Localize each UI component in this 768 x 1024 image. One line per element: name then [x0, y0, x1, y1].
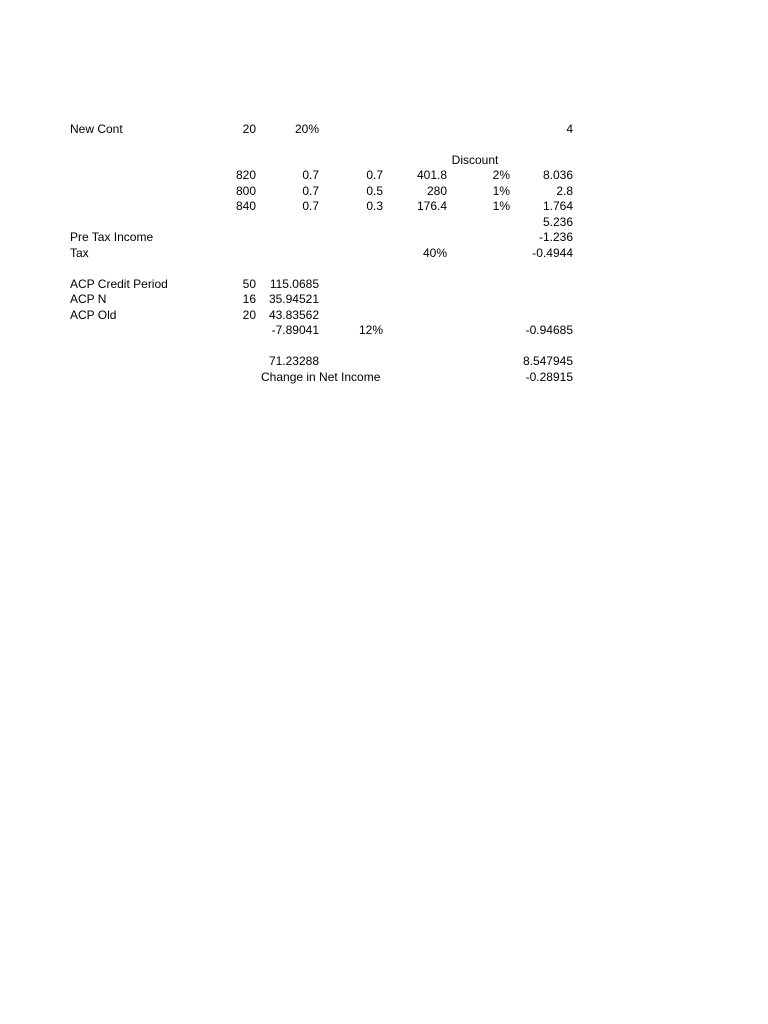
tax-e: 40%: [422, 246, 447, 260]
r1-b: 820: [235, 168, 256, 182]
r1-f: 2%: [492, 168, 510, 182]
r3-c: 0.7: [302, 199, 319, 213]
new-cont-h: 4: [566, 122, 573, 136]
label-new-cont: New Cont: [70, 122, 123, 136]
r3-e: 176.4: [416, 199, 447, 213]
acp-diff-c: -7.89041: [271, 323, 319, 337]
tax-h: -0.4944: [532, 246, 573, 260]
r2-h: 2.8: [556, 184, 573, 198]
acp-old-c: 43.83562: [268, 308, 319, 322]
r2-d: 0.5: [366, 184, 383, 198]
r1-e: 401.8: [416, 168, 447, 182]
acp-diff-d: 12%: [358, 323, 383, 337]
r2-b: 800: [235, 184, 256, 198]
r1-d: 0.7: [366, 168, 383, 182]
totals-h: 8.547945: [522, 354, 573, 368]
acp-n-b: 16: [242, 292, 256, 306]
net-income-h: -0.28915: [525, 370, 573, 384]
r1-c: 0.7: [302, 168, 319, 182]
pre-tax-h: -1.236: [538, 230, 573, 244]
r3-h: 1.764: [542, 199, 573, 213]
acp-n-c: 35.94521: [268, 292, 319, 306]
acp-credit-b: 50: [242, 277, 256, 291]
sum-h: 5.236: [542, 215, 573, 229]
label-acp-credit-period: ACP Credit Period: [70, 277, 168, 291]
label-acp-n: ACP N: [70, 292, 107, 306]
new-cont-c: 20%: [294, 122, 319, 136]
r3-d: 0.3: [366, 199, 383, 213]
acp-credit-c: 115.0685: [269, 277, 319, 291]
new-cont-b: 20: [242, 122, 256, 136]
r3-f: 1%: [492, 199, 510, 213]
label-change-in-net-income: Change in Net Income: [261, 370, 381, 384]
r1-h: 8.036: [542, 168, 573, 182]
label-pre-tax-income: Pre Tax Income: [70, 230, 154, 244]
totals-c: 71.23288: [268, 354, 319, 368]
r2-c: 0.7: [302, 184, 319, 198]
r2-e: 280: [426, 184, 447, 198]
label-tax: Tax: [70, 246, 89, 260]
r2-f: 1%: [492, 184, 510, 198]
discount-header: Discount: [451, 153, 499, 167]
acp-diff-h: -0.94685: [525, 323, 573, 337]
r3-b: 840: [235, 199, 256, 213]
label-acp-old: ACP Old: [70, 308, 117, 322]
acp-old-b: 20: [242, 308, 256, 322]
